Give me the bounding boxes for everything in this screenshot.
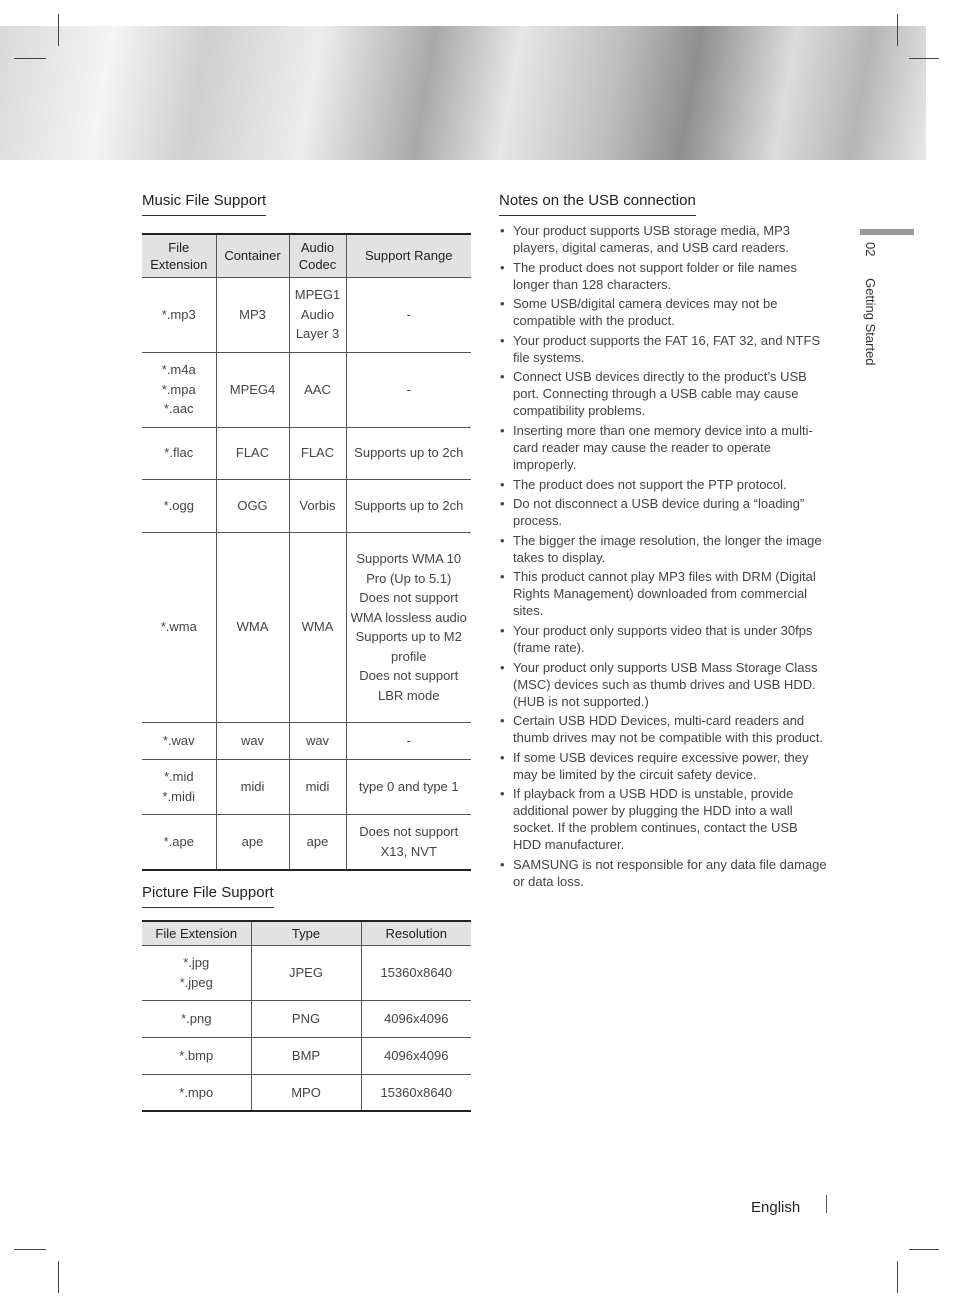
music-row (142, 352, 471, 427)
picture-row (142, 1074, 471, 1111)
music-cell-extension (142, 814, 216, 870)
music-cell-range (346, 759, 471, 814)
picture-section-title: Picture File Support (142, 884, 274, 908)
music-cell-extension (142, 427, 216, 479)
music-table-header-row (142, 234, 471, 277)
music-cell-extension (142, 352, 216, 427)
music-file-table (142, 233, 471, 871)
picture-cell-extension-line: *.jpg (183, 955, 210, 970)
music-cell-extension (142, 759, 216, 814)
chapter-tab-bar (860, 229, 914, 235)
music-cell-codec (289, 352, 346, 427)
music-row (142, 722, 471, 759)
music-cell-codec-line: WMA (301, 619, 334, 635)
music-cell-codec (289, 479, 346, 532)
music-cell-range (346, 479, 471, 532)
picture-row (142, 1000, 471, 1037)
music-header-audio-codec: Audio Codec (289, 234, 346, 277)
music-cell-codec-line: wav (305, 732, 330, 748)
music-cell-extension-line: *.midi (162, 788, 195, 804)
usb-note-item: • Certain USB HDD Devices, multi-card readers and thumb drives may not be compatible with this product. (499, 712, 829, 746)
picture-table-header-row (142, 921, 471, 945)
crop-mark (14, 58, 46, 59)
music-cell-range-line: type 0 and type 1 (358, 778, 459, 794)
music-cell-extension-line: *.wav (162, 732, 195, 748)
music-row (142, 759, 471, 814)
usb-notes-list (499, 222, 829, 893)
music-cell-extension-line: *.mpa (161, 381, 196, 397)
music-cell-codec (289, 532, 346, 722)
music-cell-codec-line: FLAC (300, 445, 335, 461)
picture-cell-extension-line: *.bmp (179, 1047, 214, 1063)
music-cell-container: MP3 (216, 277, 289, 352)
usb-note-item: • Inserting more than one memory device into a multi-card reader may cause the reader to operate improperly. (499, 422, 829, 473)
picture-cell-extension-line: *.mpo (179, 1084, 214, 1100)
picture-header-file-extension: File Extension (142, 921, 251, 945)
music-cell-codec-line: midi (305, 778, 330, 794)
music-cell-codec-line: Vorbis (299, 497, 336, 513)
crop-mark (58, 14, 59, 46)
music-cell-codec (289, 722, 346, 759)
chapter-title: Getting Started (863, 278, 878, 366)
music-cell-extension-line: *.aac (163, 401, 194, 417)
usb-note-item: • Your product only supports video that is under 30fps (frame rate). (499, 622, 829, 656)
picture-cell-type: PNG (251, 1000, 361, 1037)
music-cell-range (346, 427, 471, 479)
picture-cell-resolution: 4096x4096 (361, 1037, 471, 1074)
crop-mark (58, 1261, 59, 1293)
usb-note-item: • The bigger the image resolution, the longer the image takes to display. (499, 532, 829, 566)
music-cell-extension (142, 722, 216, 759)
usb-note-item: • Some USB/digital camera devices may not be compatible with the product. (499, 295, 829, 329)
picture-cell-type: JPEG (251, 945, 361, 1000)
usb-note-item: • Your product supports the FAT 16, FAT 32, and NTFS file systems. (499, 332, 829, 366)
music-cell-extension-line: *.flac (164, 445, 194, 461)
usb-note-item: • The product does not support folder or file names longer than 128 characters. (499, 259, 829, 293)
music-cell-container: FLAC (216, 427, 289, 479)
picture-cell-resolution: 4096x4096 (361, 1000, 471, 1037)
picture-cell-resolution: 15360x8640 (361, 945, 471, 1000)
music-cell-range-line: - (406, 732, 411, 748)
music-cell-extension-line: *.ogg (163, 497, 194, 513)
music-cell-extension-line: *.mid (163, 769, 194, 784)
music-cell-extension-line: *.m4a (161, 362, 196, 378)
usb-note-item: • If some USB devices require excessive power, they may be limited by the circuit safety device. (499, 749, 829, 783)
music-cell-range-line: - (406, 306, 411, 322)
picture-cell-extension-line: *.jpeg (179, 974, 213, 990)
music-cell-range-line: Supports up to M2 profile (355, 629, 462, 664)
music-header-support-range: Support Range (346, 234, 471, 277)
music-cell-codec (289, 759, 346, 814)
footer-divider (826, 1195, 827, 1213)
music-cell-container: ape (216, 814, 289, 870)
picture-cell-extension (142, 1037, 251, 1074)
music-cell-container: WMA (216, 532, 289, 722)
picture-cell-extension-line: *.png (181, 1010, 212, 1026)
music-header-file-extension: File Extension (142, 234, 216, 277)
header-banner (0, 26, 926, 160)
music-cell-codec (289, 427, 346, 479)
picture-cell-type: BMP (251, 1037, 361, 1074)
music-cell-range-line: Does not support X13, NVT (359, 824, 459, 859)
music-cell-range-line: Supports up to 2ch (354, 445, 464, 461)
picture-file-table (142, 920, 471, 1112)
music-row (142, 427, 471, 479)
music-cell-range (346, 352, 471, 427)
music-cell-range-line: Does not support WMA lossless audio (350, 590, 467, 625)
usb-note-item: • SAMSUNG is not responsible for any data file damage or data loss. (499, 856, 829, 890)
picture-row (142, 1037, 471, 1074)
music-cell-extension-line: *.ape (163, 834, 194, 849)
music-row (142, 532, 471, 722)
music-cell-range-line: Supports up to 2ch (354, 497, 464, 513)
picture-cell-extension (142, 945, 251, 1000)
picture-row (142, 945, 471, 1000)
music-cell-codec-line: AAC (304, 381, 331, 397)
crop-mark (14, 1249, 46, 1250)
picture-cell-extension (142, 1074, 251, 1111)
usb-note-item: • Your product supports USB storage media, MP3 players, digital cameras, and USB card readers. (499, 222, 829, 256)
music-cell-extension (142, 479, 216, 532)
music-cell-range (346, 277, 471, 352)
chapter-label (863, 242, 878, 366)
usb-note-item: • Do not disconnect a USB device during a “loading” process. (499, 495, 829, 529)
music-cell-extension-line: *.mp3 (161, 306, 196, 322)
picture-cell-extension (142, 1000, 251, 1037)
crop-mark (897, 1261, 898, 1293)
music-cell-container: OGG (216, 479, 289, 532)
picture-header-type: Type (251, 921, 361, 945)
music-cell-extension (142, 532, 216, 722)
music-cell-extension (142, 277, 216, 352)
usb-note-item: • If playback from a USB HDD is unstable, provide additional power by plugging the HDD into a wall socket. If the problem continues, contact the USB HDD manufacturer. (499, 785, 829, 853)
picture-header-resolution: Resolution (361, 921, 471, 945)
chapter-number: 02 (863, 242, 878, 257)
music-cell-container: midi (216, 759, 289, 814)
music-cell-codec-line: ape (306, 834, 329, 849)
music-cell-codec-line: MPEG1 (294, 287, 341, 303)
usb-note-item: • Connect USB devices directly to the product’s USB port. Connecting through a USB cable may cause compatibility problems. (499, 368, 829, 419)
crop-mark (897, 14, 898, 46)
picture-cell-resolution: 15360x8640 (361, 1074, 471, 1111)
crop-mark (909, 58, 939, 59)
picture-cell-type: MPO (251, 1074, 361, 1111)
usb-section-title: Notes on the USB connection (499, 192, 696, 216)
music-cell-range (346, 814, 471, 870)
music-cell-codec-line: Layer 3 (295, 326, 340, 342)
music-section-title: Music File Support (142, 192, 266, 216)
usb-note-item: • This product cannot play MP3 files with DRM (Digital Rights Management) downloaded from commercial sites. (499, 568, 829, 619)
music-cell-codec-line: Audio (300, 306, 335, 322)
music-cell-range-line: - (406, 381, 411, 397)
crop-mark (909, 1249, 939, 1250)
music-header-container: Container (216, 234, 289, 277)
music-cell-range (346, 532, 471, 722)
music-cell-codec (289, 277, 346, 352)
music-cell-container: MPEG4 (216, 352, 289, 427)
music-cell-range (346, 722, 471, 759)
music-cell-range-line: Does not support LBR mode (359, 668, 459, 703)
music-cell-extension-line: *.wma (160, 619, 197, 635)
music-cell-container: wav (216, 722, 289, 759)
music-row (142, 814, 471, 870)
music-cell-range-line: Supports WMA 10 Pro (Up to 5.1) (356, 551, 462, 586)
usb-note-item: • Your product only supports USB Mass Storage Class (MSC) devices such as thumb drives and USB HDD. (HUB is not supported.) (499, 659, 829, 710)
music-row (142, 479, 471, 532)
footer-language: English (751, 1199, 801, 1216)
music-row (142, 277, 471, 352)
music-cell-codec (289, 814, 346, 870)
usb-note-item: • The product does not support the PTP protocol. (499, 476, 829, 493)
